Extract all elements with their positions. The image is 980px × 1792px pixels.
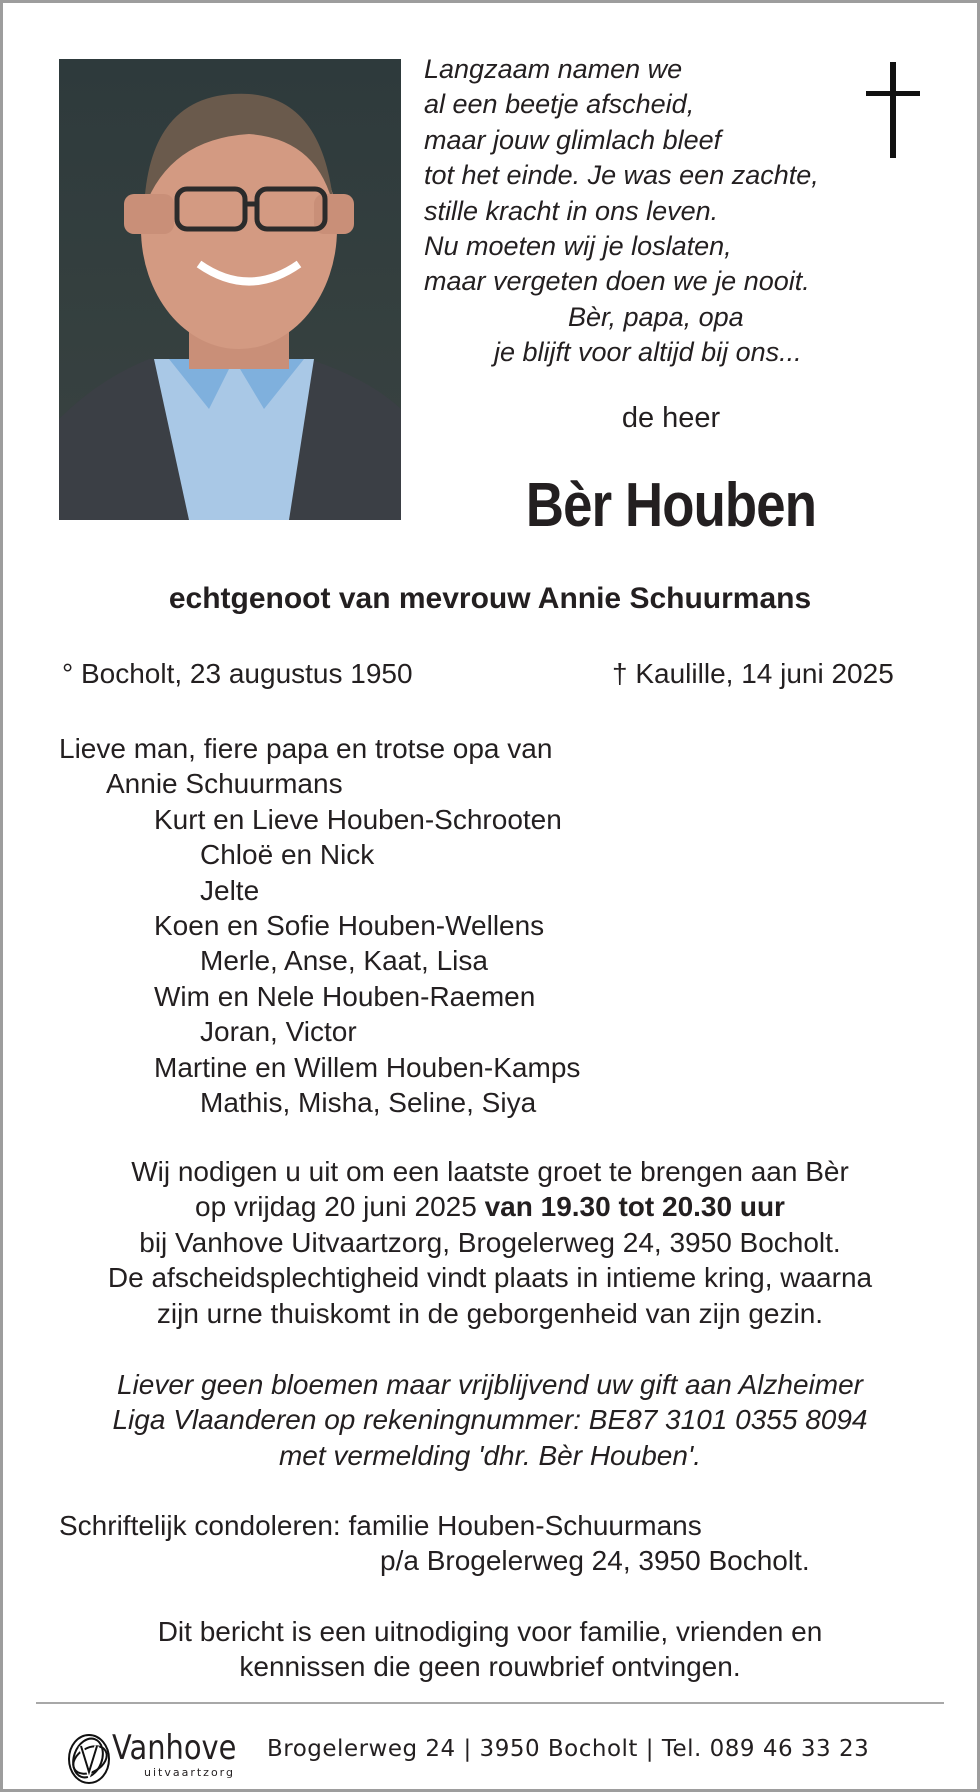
invitation-time: van 19.30 tot 20.30 uur <box>484 1191 785 1223</box>
poem-line: maar vergeten doen we je nooit. <box>424 266 810 297</box>
footer-address: Brogelerweg 24 | 3950 Bocholt | Tel. 089 46 33 23 <box>267 1736 870 1762</box>
condolence-line: Schriftelijk condoleren: familie Houben-Schuurmans <box>59 1510 702 1541</box>
invitation-line: Wij nodigen u uit om een laatste groet te brengen aan Bèr <box>131 1156 849 1187</box>
poem-line: maar jouw glimlach bleef <box>424 124 722 155</box>
death-date-text: Kaulille, 14 juni 2025 <box>635 658 894 689</box>
family-line: Wim en Nele Houben-Raemen <box>154 980 536 1012</box>
family-line: Chloë en Nick <box>200 839 375 871</box>
family-line: Annie Schuurmans <box>106 768 343 800</box>
family-line: Mathis, Misha, Seline, Siya <box>200 1087 537 1119</box>
spouse-line: echtgenoot van mevrouw Annie Schuurmans <box>168 582 812 615</box>
title-prefix: de heer <box>621 402 721 434</box>
poem-line: al een beetje afscheid, <box>424 89 695 120</box>
invitation <box>0 1154 980 1331</box>
family-line: Merle, Anse, Kaat, Lisa <box>200 945 488 977</box>
poem-line: tot het einde. Je was een zachte, <box>424 160 819 191</box>
poem-line: Nu moeten wij je loslaten, <box>424 231 732 262</box>
brand-name: Vanhove <box>112 1728 237 1768</box>
death-cross-icon: † <box>612 658 628 689</box>
notice <box>0 1614 980 1685</box>
invitation-line <box>0 1189 980 1224</box>
brand-subtitle: uitvaartzorg <box>144 1766 235 1779</box>
invitation-line: De afscheidsplechtigheid vindt plaats in intieme kring, waarna <box>107 1262 873 1294</box>
family-line: Lieve man, fiere papa en trotse opa van <box>59 733 553 764</box>
donation-line: Liga Vlaanderen op rekeningnummer: BE87 3101 0355 8094 <box>112 1404 868 1436</box>
poem-line: je blijft voor altijd bij ons... <box>494 337 802 368</box>
deceased-name: Bèr Houben <box>525 471 817 540</box>
invitation-line: bij Vanhove Uitvaartzorg, Brogelerweg 24, 3950 Bocholt. <box>139 1226 841 1258</box>
donation-note <box>0 1367 980 1473</box>
condolence-address: p/a Brogelerweg 24, 3950 Bocholt. <box>380 1545 810 1577</box>
invitation-line: zijn urne thuiskomt in de geborgenheid van zijn gezin. <box>156 1297 824 1329</box>
notice-line: Dit bericht is een uitnodiging voor familie, vrienden en <box>157 1616 823 1647</box>
birth-date: ° Bocholt, 23 augustus 1950 <box>62 658 413 689</box>
family-list <box>59 731 580 1120</box>
cross-icon <box>866 62 920 158</box>
family-line: Martine en Willem Houben-Kamps <box>154 1051 581 1083</box>
invitation-date: op vrijdag 20 juni 2025 <box>195 1191 485 1223</box>
notice-line: kennissen die geen rouwbrief ontvingen. <box>239 1651 741 1683</box>
footer-divider <box>36 1702 944 1704</box>
donation-line: met vermelding 'dhr. Bèr Houben'. <box>278 1439 702 1471</box>
portrait-photo <box>59 59 401 520</box>
family-line: Jelte <box>200 874 260 906</box>
family-line: Joran, Victor <box>200 1016 357 1048</box>
condolence <box>59 1508 810 1579</box>
family-line: Koen en Sofie Houben-Wellens <box>154 910 545 942</box>
poem-line: Langzaam namen we <box>424 54 683 84</box>
logo-scribble-icon <box>64 1732 114 1786</box>
poem-line: stille kracht in ons leven. <box>424 195 719 226</box>
poem <box>424 52 819 371</box>
death-date <box>612 658 894 690</box>
family-line: Kurt en Lieve Houben-Schrooten <box>154 803 562 835</box>
poem-line: Bèr, papa, opa <box>568 301 744 332</box>
donation-line: Liever geen bloemen maar vrijblijvend uw gift aan Alzheimer <box>116 1369 863 1400</box>
